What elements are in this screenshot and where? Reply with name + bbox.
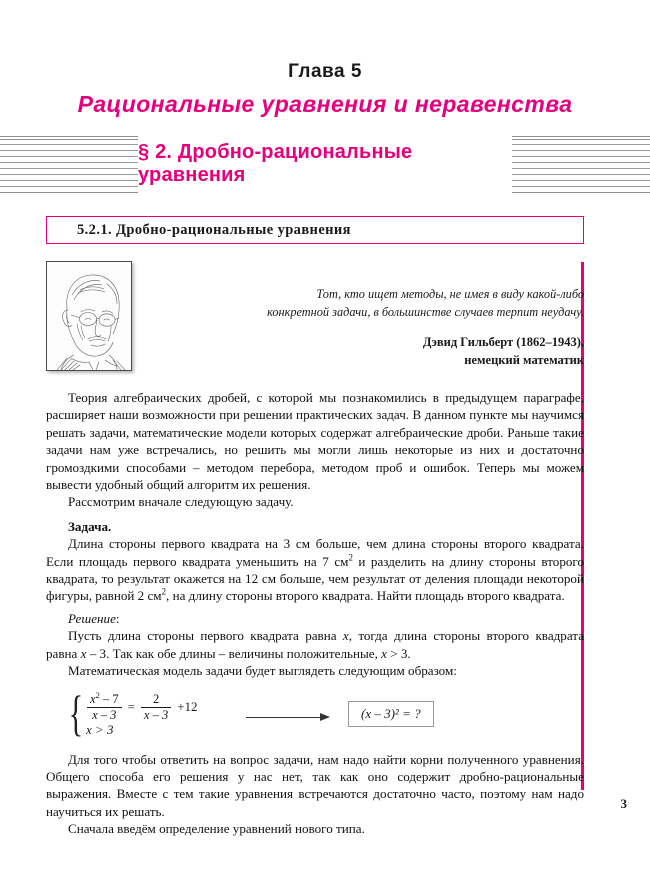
- epigraph-author: Дэвид Гильберт (1862–1943),: [422, 334, 584, 349]
- paragraph-intro: Теория алгебраических дробей, с которой мы познакомились в предыдущем параграфе, расширяет наши возможности при решении практических задач. В данном пункте мы научимся решать задачи, математические модели которых содержат алгебраические дроби. Раньше такие задачи нам уже встречались, но решить мы могли лишь некоторые из них и достаточно громоздкими способами – методом перебора, методом проб и ошибок. Теперь мы можем вывести удобный общий алгоритм их решения.: [46, 390, 584, 493]
- arrow-shaft: [246, 717, 322, 718]
- solution-label-colon: :: [115, 610, 120, 626]
- task-text-3: , на длину стороны второго квадрата. Найти площадь второго квадрата.: [166, 588, 565, 604]
- system-equation-row: [84, 689, 201, 725]
- fraction-right-numerator: 2: [152, 691, 160, 706]
- portrait-hilbert-icon: [46, 261, 132, 371]
- epigraph-quote-line-2: конкретной задачи, в большинстве случаев терпит неудачу.: [267, 305, 584, 320]
- system-rows: [84, 687, 201, 739]
- epigraph-attribution: [199, 333, 584, 369]
- arrow-head: [320, 713, 330, 721]
- task-text-2: и разделить на длину стороны второго квадрата, то результат окажется на 12 см больше, чем результат от деления площади некоторой фигуры, равной 2 см: [46, 553, 585, 604]
- numerator-tail: – 7: [99, 691, 119, 706]
- subsection-title: 5.2.1. Дробно-рациональные уравнения: [77, 221, 351, 238]
- task-text-1: Длина стороны первого квадрата на 3 см больше, чем длина стороны второго квадрата. Если площадь первого квадрата уменьшить на 7 см: [46, 536, 584, 569]
- paragraph-model-intro: Математическая модель задачи будет выглядеть следующим образом:: [68, 663, 457, 679]
- chapter-title: Рациональные уравнения и неравенства: [77, 90, 573, 117]
- fraction-left-denominator: x – 3: [92, 707, 117, 722]
- page-number: 3: [620, 796, 627, 811]
- section-title: § 2. Дробно-рациональные уравнения: [138, 133, 512, 195]
- plus-term: +12: [177, 699, 198, 715]
- solution-label-text: Решение: [68, 610, 116, 626]
- task-superscript-1: 2: [348, 552, 353, 563]
- equation-system: [64, 684, 201, 741]
- implies-arrow-icon: [246, 713, 334, 723]
- fraction-left: [87, 689, 122, 724]
- solution-text-1: Пусть длина стороны первого квадрата равна: [68, 628, 343, 644]
- stripes-left: [0, 144, 138, 188]
- equals-sign: =: [127, 699, 135, 715]
- paragraph-task: [46, 535, 584, 605]
- task-label: [46, 518, 584, 535]
- epigraph-row: [46, 261, 584, 371]
- result-expression-box: (x – 3)² = ?: [348, 701, 434, 727]
- section-band: [0, 133, 650, 195]
- epigraph-quote: [199, 285, 584, 322]
- fraction-left-numerator: [87, 689, 122, 707]
- solution-text-3: – 3. Так как обе длины – величины положительные,: [86, 645, 382, 661]
- math-display: [46, 684, 584, 745]
- page-content: [46, 216, 584, 838]
- paragraph-consider: Рассмотрим вначале следующую задачу.: [68, 494, 294, 510]
- subsection-box: [46, 216, 584, 244]
- chapter-label: Глава 5: [288, 61, 362, 82]
- solution-variable-2: x: [80, 645, 87, 661]
- numerator-exponent: 2: [95, 689, 100, 700]
- paragraph-final: Сначала введём определение уравнений нового типа.: [68, 821, 365, 837]
- body-text: [46, 389, 584, 838]
- numerator-variable: x: [90, 691, 96, 706]
- epigraph-author-role: немецкий математик: [464, 353, 584, 367]
- solution-variable-1: x: [342, 628, 349, 644]
- solution-text-4: > 3.: [386, 645, 411, 661]
- system-brace-icon: {: [68, 684, 84, 741]
- epigraph-text-block: [133, 261, 584, 371]
- portrait-container: [46, 261, 133, 371]
- task-superscript-2: 2: [161, 587, 167, 598]
- fraction-right-denominator: x – 3: [143, 707, 169, 722]
- solution-variable-3: x: [381, 645, 387, 661]
- system-condition: x > 3: [86, 722, 114, 738]
- paragraph-solution: [46, 627, 584, 662]
- solution-text-2: , тогда длина стороны второго квадрата равна: [46, 628, 585, 661]
- task-label-text: Задача.: [68, 518, 112, 534]
- paragraph-after-model: Для того чтобы ответить на вопрос задачи, нам надо найти корни полученного уравнения. Общего способа его решения у нас нет, так как оно содержит дробно-рациональные выражения. Вместе с тем такие уравнения встречаются достаточно часто, поэтому нам надо научиться их решать.: [46, 751, 584, 819]
- fraction-right: [141, 692, 171, 724]
- solution-label: [46, 610, 584, 627]
- stripes-right: [512, 144, 650, 188]
- epigraph-quote-line-1: Тот, кто ищет методы, не имея в виду какой-либо: [316, 287, 584, 301]
